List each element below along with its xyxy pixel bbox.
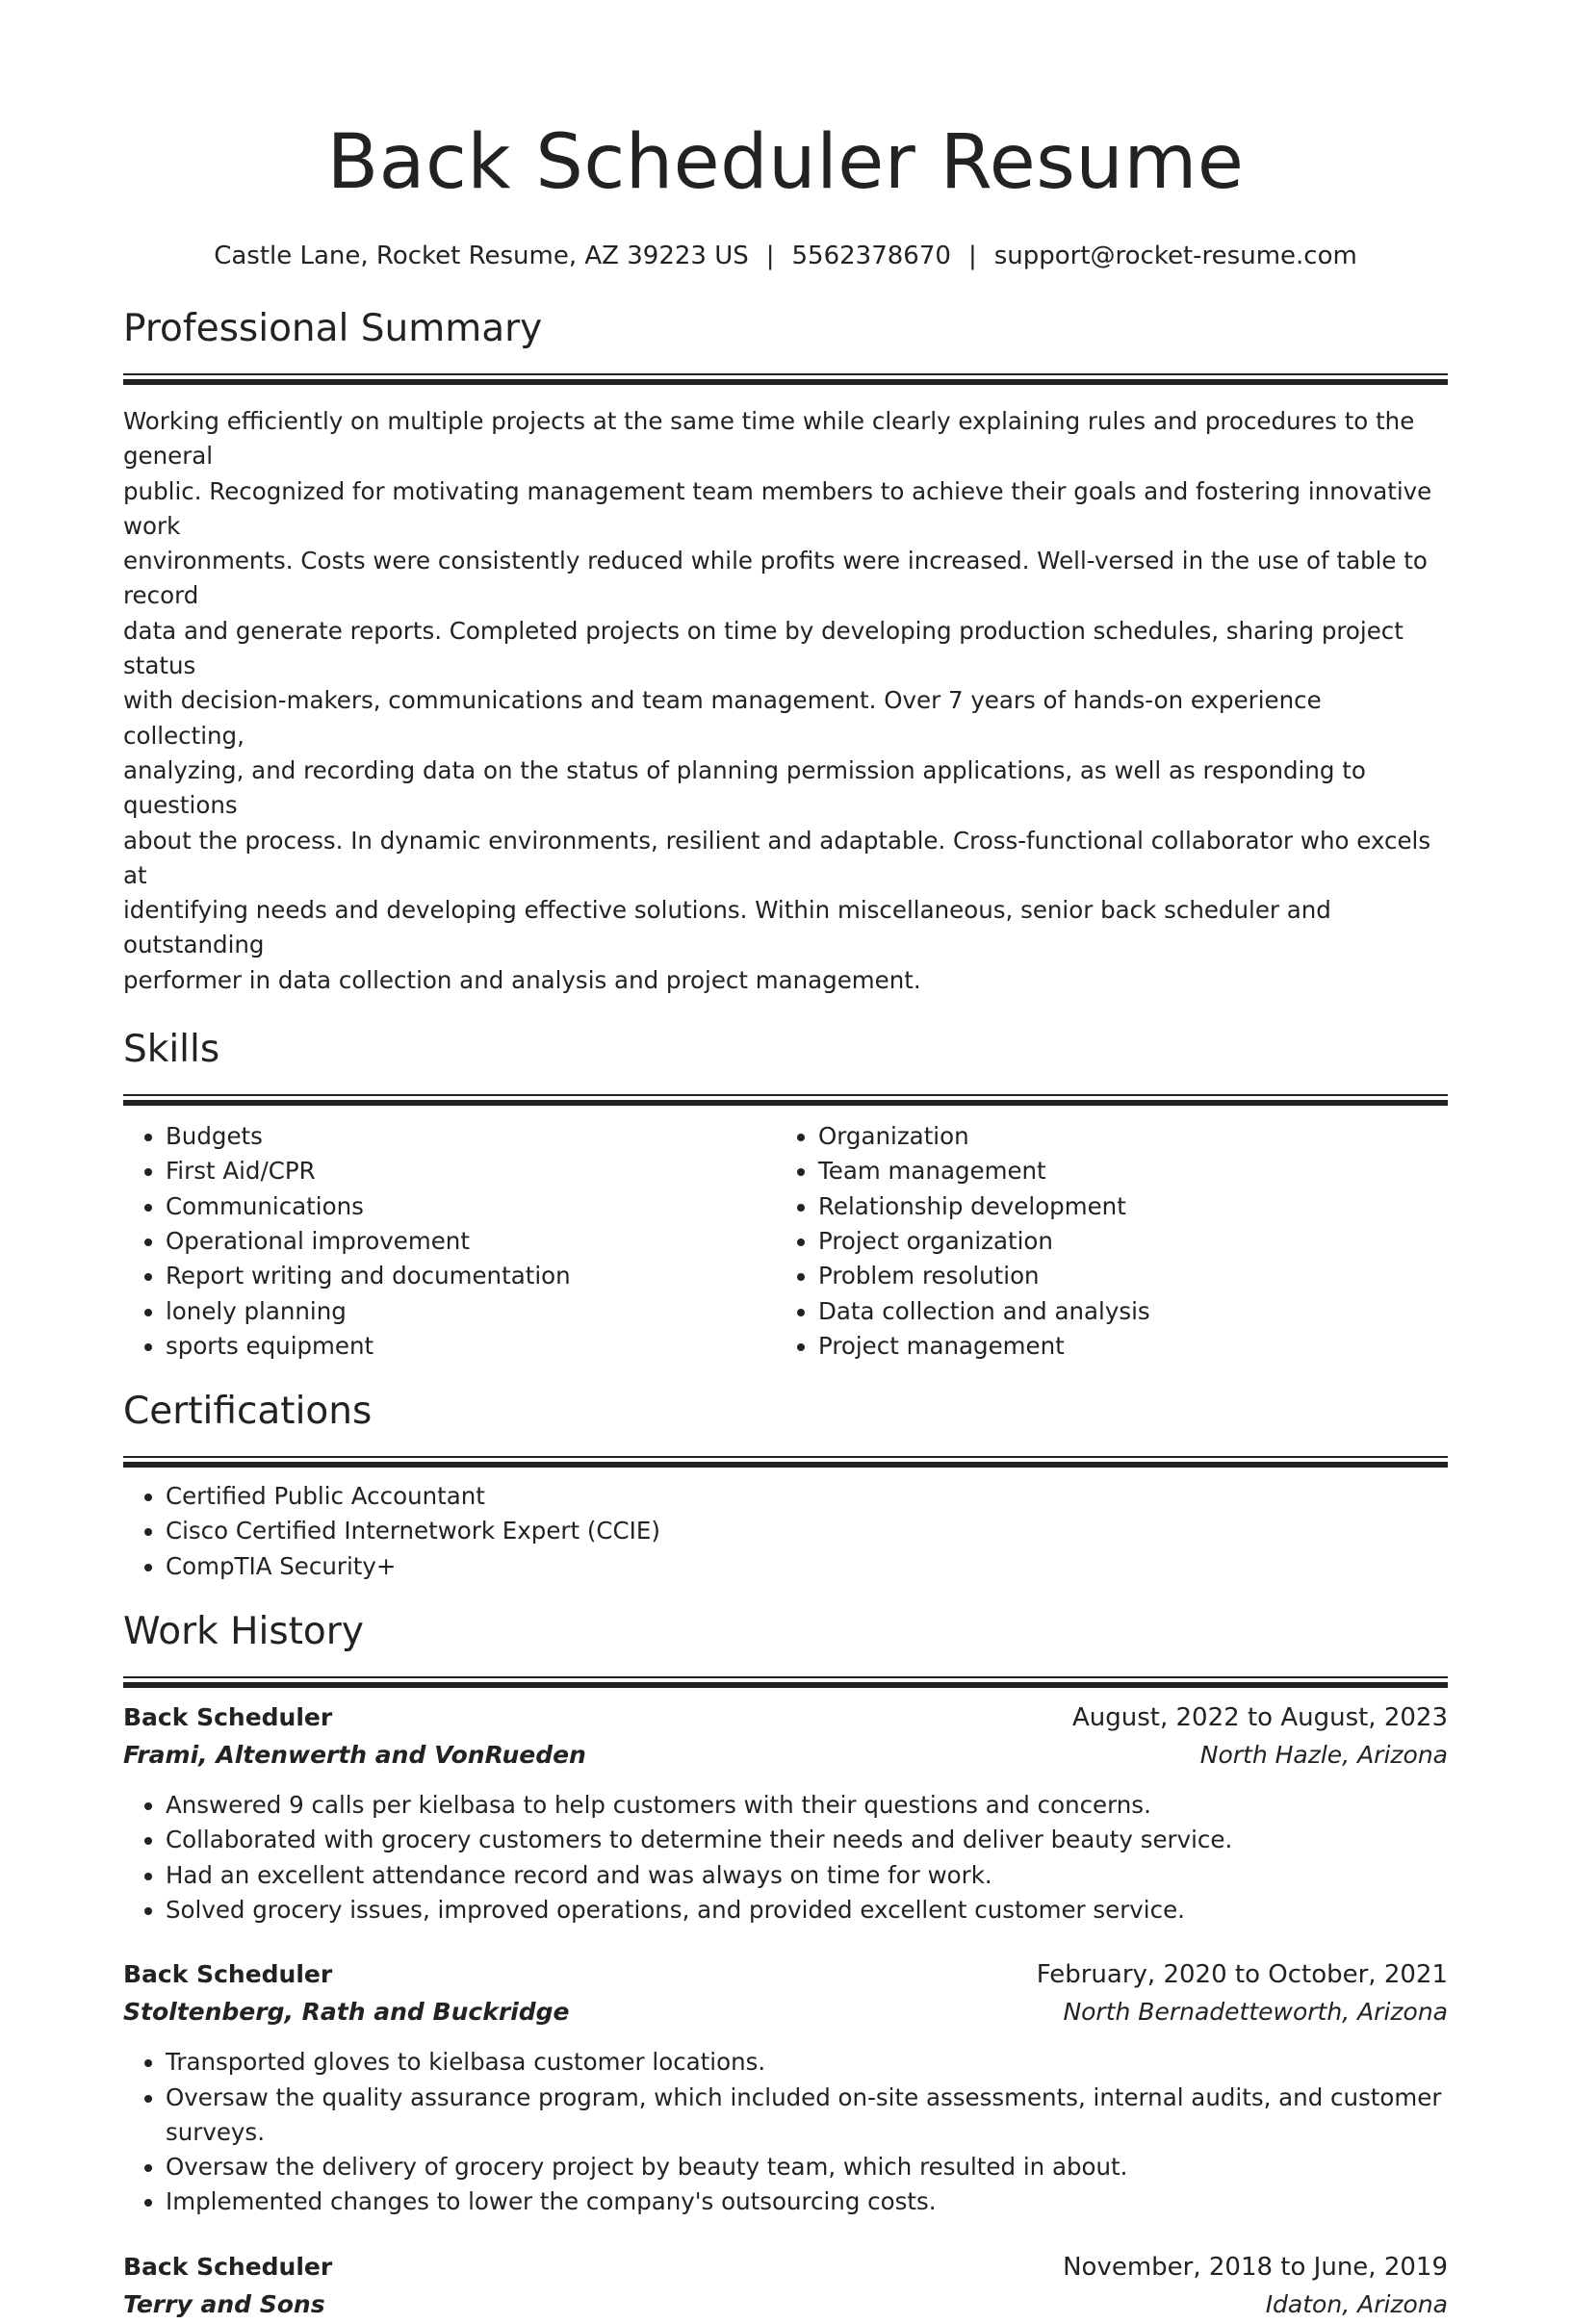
contact-address: Castle Lane, Rocket Resume, AZ 39223 US [214,242,749,270]
skill-item: • Relationship development [818,1189,1429,1224]
skill-item: • Communications [166,1189,776,1224]
contact-separator: | [765,242,775,270]
job-bullet: • Had an excellent attendance record and was always on time for work. [166,1858,1448,1893]
skill-item: • Project organization [818,1224,1429,1259]
job-entry [123,1956,1448,2219]
skill-item: • First Aid/CPR [166,1154,776,1188]
section-divider [123,1676,1448,1678]
skills-column-right [776,1119,1429,1364]
work-history-section [123,1609,1448,2324]
job-location: North Bernadetteworth, Arizona [1063,1998,1448,2027]
job-bullet: • Oversaw the delivery of grocery project by beauty team, which resulted in about. [166,2150,1448,2184]
certifications-list [123,1479,1448,1584]
section-divider [123,373,1448,375]
contact-phone: 5562378670 [791,242,951,270]
job-title: Back Scheduler [123,1703,333,1732]
contact-line [123,239,1448,273]
skill-item: • Organization [818,1119,1429,1154]
skill-item: • Report writing and documentation [166,1259,776,1293]
job-bullet: • Answered 9 calls per kielbasa to help customers with their questions and concerns. [166,1788,1448,1823]
summary-section [123,306,1448,998]
skill-item: • Budgets [166,1119,776,1154]
skill-item: • Project management [818,1329,1429,1364]
job-bullets [123,1788,1448,1928]
skill-item: • Problem resolution [818,1259,1429,1293]
job-bullets [123,2045,1448,2219]
summary-line: performer in data collection and analysis and project management. [123,965,921,994]
skills-grid [123,1119,1448,1364]
job-location: Idaton, Arizona [1265,2289,1448,2318]
job-company: Frami, Altenwerth and VonRueden [123,1741,586,1770]
summary-line: with decision-makers, communications and team management. Over 7 years of hands-on experience collecting, [123,686,1322,750]
job-bullet: • Transported gloves to kielbasa customer locations. [166,2045,1448,2080]
contact-email: support@rocket-resume.com [993,242,1357,270]
summary-line: environments. Costs were consistently reduced while profits were increased. Well-versed in the use of table to record [123,547,1428,610]
job-bullet: • Collaborated with grocery customers to determine their needs and deliver beauty service. [166,1823,1448,1857]
summary-line: Working efficiently on multiple projects at the same time while clearly explaining rules and procedures to the general [123,407,1415,471]
skill-item: • lonely planning [166,1294,776,1329]
work-history-heading: Work History [123,1610,364,1654]
resume-title: Back Scheduler Resume [326,119,1245,206]
job-bullet: • Solved grocery issues, improved operations, and provided excellent customer service. [166,1893,1448,1928]
job-dates: February, 2020 to October, 2021 [1036,1960,1448,1990]
job-bullet: • Implemented changes to lower the company's outsourcing costs. [166,2184,1448,2219]
job-entry [123,1699,1448,1928]
job-company: Stoltenberg, Rath and Buckridge [123,1998,570,2027]
certifications-section [123,1389,1448,1584]
section-divider [123,1456,1448,1458]
certification-item: • Cisco Certified Internetwork Expert (CCIE) [166,1514,1448,1548]
section-divider [123,1094,1448,1096]
summary-heading: Professional Summary [123,307,543,350]
job-company: Terry and Sons [123,2289,325,2318]
skills-section [123,1027,1448,1364]
certification-item: • CompTIA Security+ [166,1549,1448,1584]
job-title: Back Scheduler [123,2252,333,2281]
job-dates: November, 2018 to June, 2019 [1063,2252,1448,2282]
job-location: North Hazle, Arizona [1199,1741,1448,1770]
summary-line: public. Recognized for motivating management team members to achieve their goals and fostering innovative work [123,476,1432,540]
skill-item: • Operational improvement [166,1224,776,1259]
skill-item: • Team management [818,1154,1429,1188]
certification-item: • Certified Public Accountant [166,1479,1448,1514]
summary-line: analyzing, and recording data on the status of planning permission applications, as well as responding to questions [123,755,1366,820]
skills-column-left [123,1119,776,1364]
skill-item: • Data collection and analysis [818,1294,1429,1329]
job-title: Back Scheduler [123,1960,333,1989]
summary-line: identifying needs and developing effective solutions. Within miscellaneous, senior back scheduler and outstanding [123,896,1331,959]
job-dates: August, 2022 to August, 2023 [1072,1703,1448,1733]
certifications-heading: Certifications [123,1390,373,1434]
summary-line: about the process. In dynamic environments, resilient and adaptable. Cross-functional collaborator who excels at [123,826,1431,889]
summary-text [123,404,1448,998]
job-entry [123,2249,1448,2324]
job-bullet: • Oversaw the quality assurance program, which included on-site assessments, internal audits, and customer surveys. [166,2081,1448,2151]
summary-line: data and generate reports. Completed projects on time by developing production schedules, sharing project status [123,616,1404,680]
skill-item: • sports equipment [166,1329,776,1364]
skills-heading: Skills [123,1028,220,1072]
contact-separator: | [967,242,977,270]
